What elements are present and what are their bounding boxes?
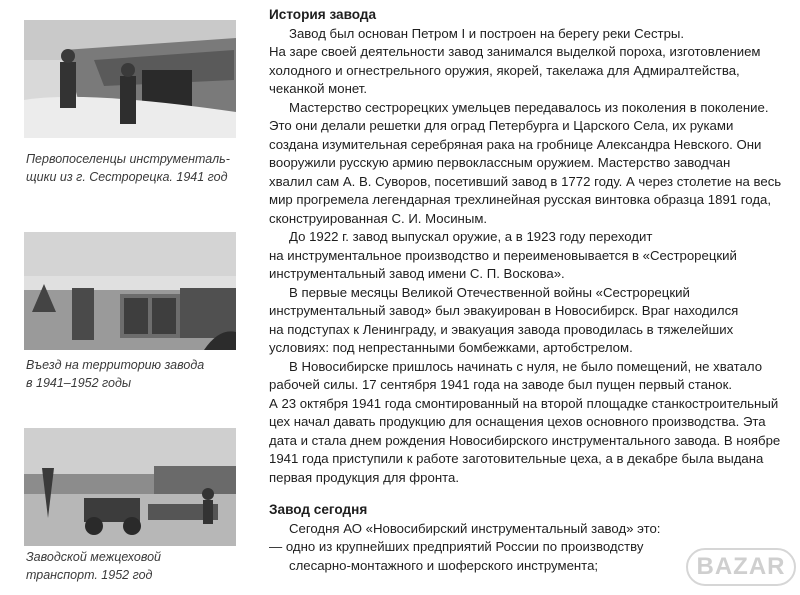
photo-caption-1: Первопоселенцы инструменталь- щики из г. Сестрорецка. 1941 год	[26, 152, 230, 184]
text-line: создана изумительная серебряная рака на гробнице Александра Невского. Они	[269, 136, 762, 152]
text-line: Это они делали решетки для оград Петербурга и Царского Села, их руками	[269, 118, 734, 133]
text-line: холодного и огнестрельного оружия, якорей, такелажа для Адмиралтейства,	[269, 62, 740, 78]
photo-first-settlers	[24, 20, 236, 138]
text-line: 1941 года приступили к работе заготовительные цеха, а в декабре была выдана	[269, 451, 764, 466]
text-line: хвалил сам А. В. Суворов, посетивший завод в 1772 году. А через столетие на весь	[269, 173, 782, 189]
text-line: инструментальный завод» был эвакуирован в Новосибирск. Враг находился	[269, 303, 739, 318]
text-line: До 1922 г. завод выпускал оружие, а в 1923 году переходит	[289, 229, 653, 244]
text-line: сконструированная С. И. Мосиным.	[269, 210, 488, 226]
text-line: — одно из крупнейших предприятий России по производству	[269, 539, 644, 554]
text-line: В Новосибирске пришлось начинать с нуля, не было помещений, не хватало	[289, 358, 763, 374]
text-line: условиях: под непрестанными бомбежками, артобстрелом.	[269, 340, 633, 355]
text-line: Мастерство сестрорецких умельцев передавалось из поколения в поколение.	[289, 99, 769, 115]
text-line: на инструментальное производство и переименовывается в «Сестрорецкий	[269, 247, 737, 263]
text-line: рабочей силы. 17 сентября 1941 года на заводе был пущен первый станок.	[269, 377, 733, 392]
text-line: Завод был основан Петром I и построен на берегу реки Сестры.	[289, 25, 685, 41]
text-line: инструментальный завод имени С. П. Воскова».	[269, 266, 565, 281]
bazar-watermark-logo: BAZAR	[686, 548, 796, 586]
text-line: чеканкой монет.	[269, 81, 367, 96]
text-line: В первые месяцы Великой Отечественной войны «Сестрорецкий	[289, 284, 690, 300]
text-line: дата и стала днем рождения Новосибирского инструментального завода. В ноябре	[269, 432, 781, 448]
text-line: мир прогремела легендарная трехлинейная русская винтовка образца 1891 года,	[269, 192, 772, 207]
photo-caption-2: Въезд на территорию завода в 1941–1952 годы	[26, 358, 205, 390]
text-line: Сегодня АО «Новосибирский инструментальный завод» это:	[289, 520, 661, 536]
photo-factory-entrance	[24, 232, 236, 350]
section-heading-history: История завода	[269, 7, 377, 22]
text-line: А 23 октября 1941 года смонтированный на второй площадке станкостроительный	[269, 395, 779, 411]
section-heading-today: Завод сегодня	[269, 502, 368, 517]
photo-transport	[24, 428, 236, 546]
text-line: цех начал давать продукцию для оснащения цехов основного производства. Эта	[269, 414, 766, 429]
text-line: слесарно-монтажного и шоферского инструмента;	[289, 557, 599, 573]
photo-caption-3: Заводской межцеховой транспорт. 1952 год	[26, 550, 162, 582]
text-line: вооружили русскую армию первоклассным оружием. Мастерство заводчан	[269, 155, 731, 170]
section-gap	[269, 487, 791, 501]
text-line: на подступах к Ленинграду, и эвакуация завода проводилась в тяжелейших	[269, 321, 734, 337]
text-line: первая продукция для фронта.	[269, 469, 459, 485]
article-text	[269, 6, 791, 575]
text-line: На заре своей деятельности завод занимался выделкой пороха, изготовлением	[269, 44, 761, 59]
